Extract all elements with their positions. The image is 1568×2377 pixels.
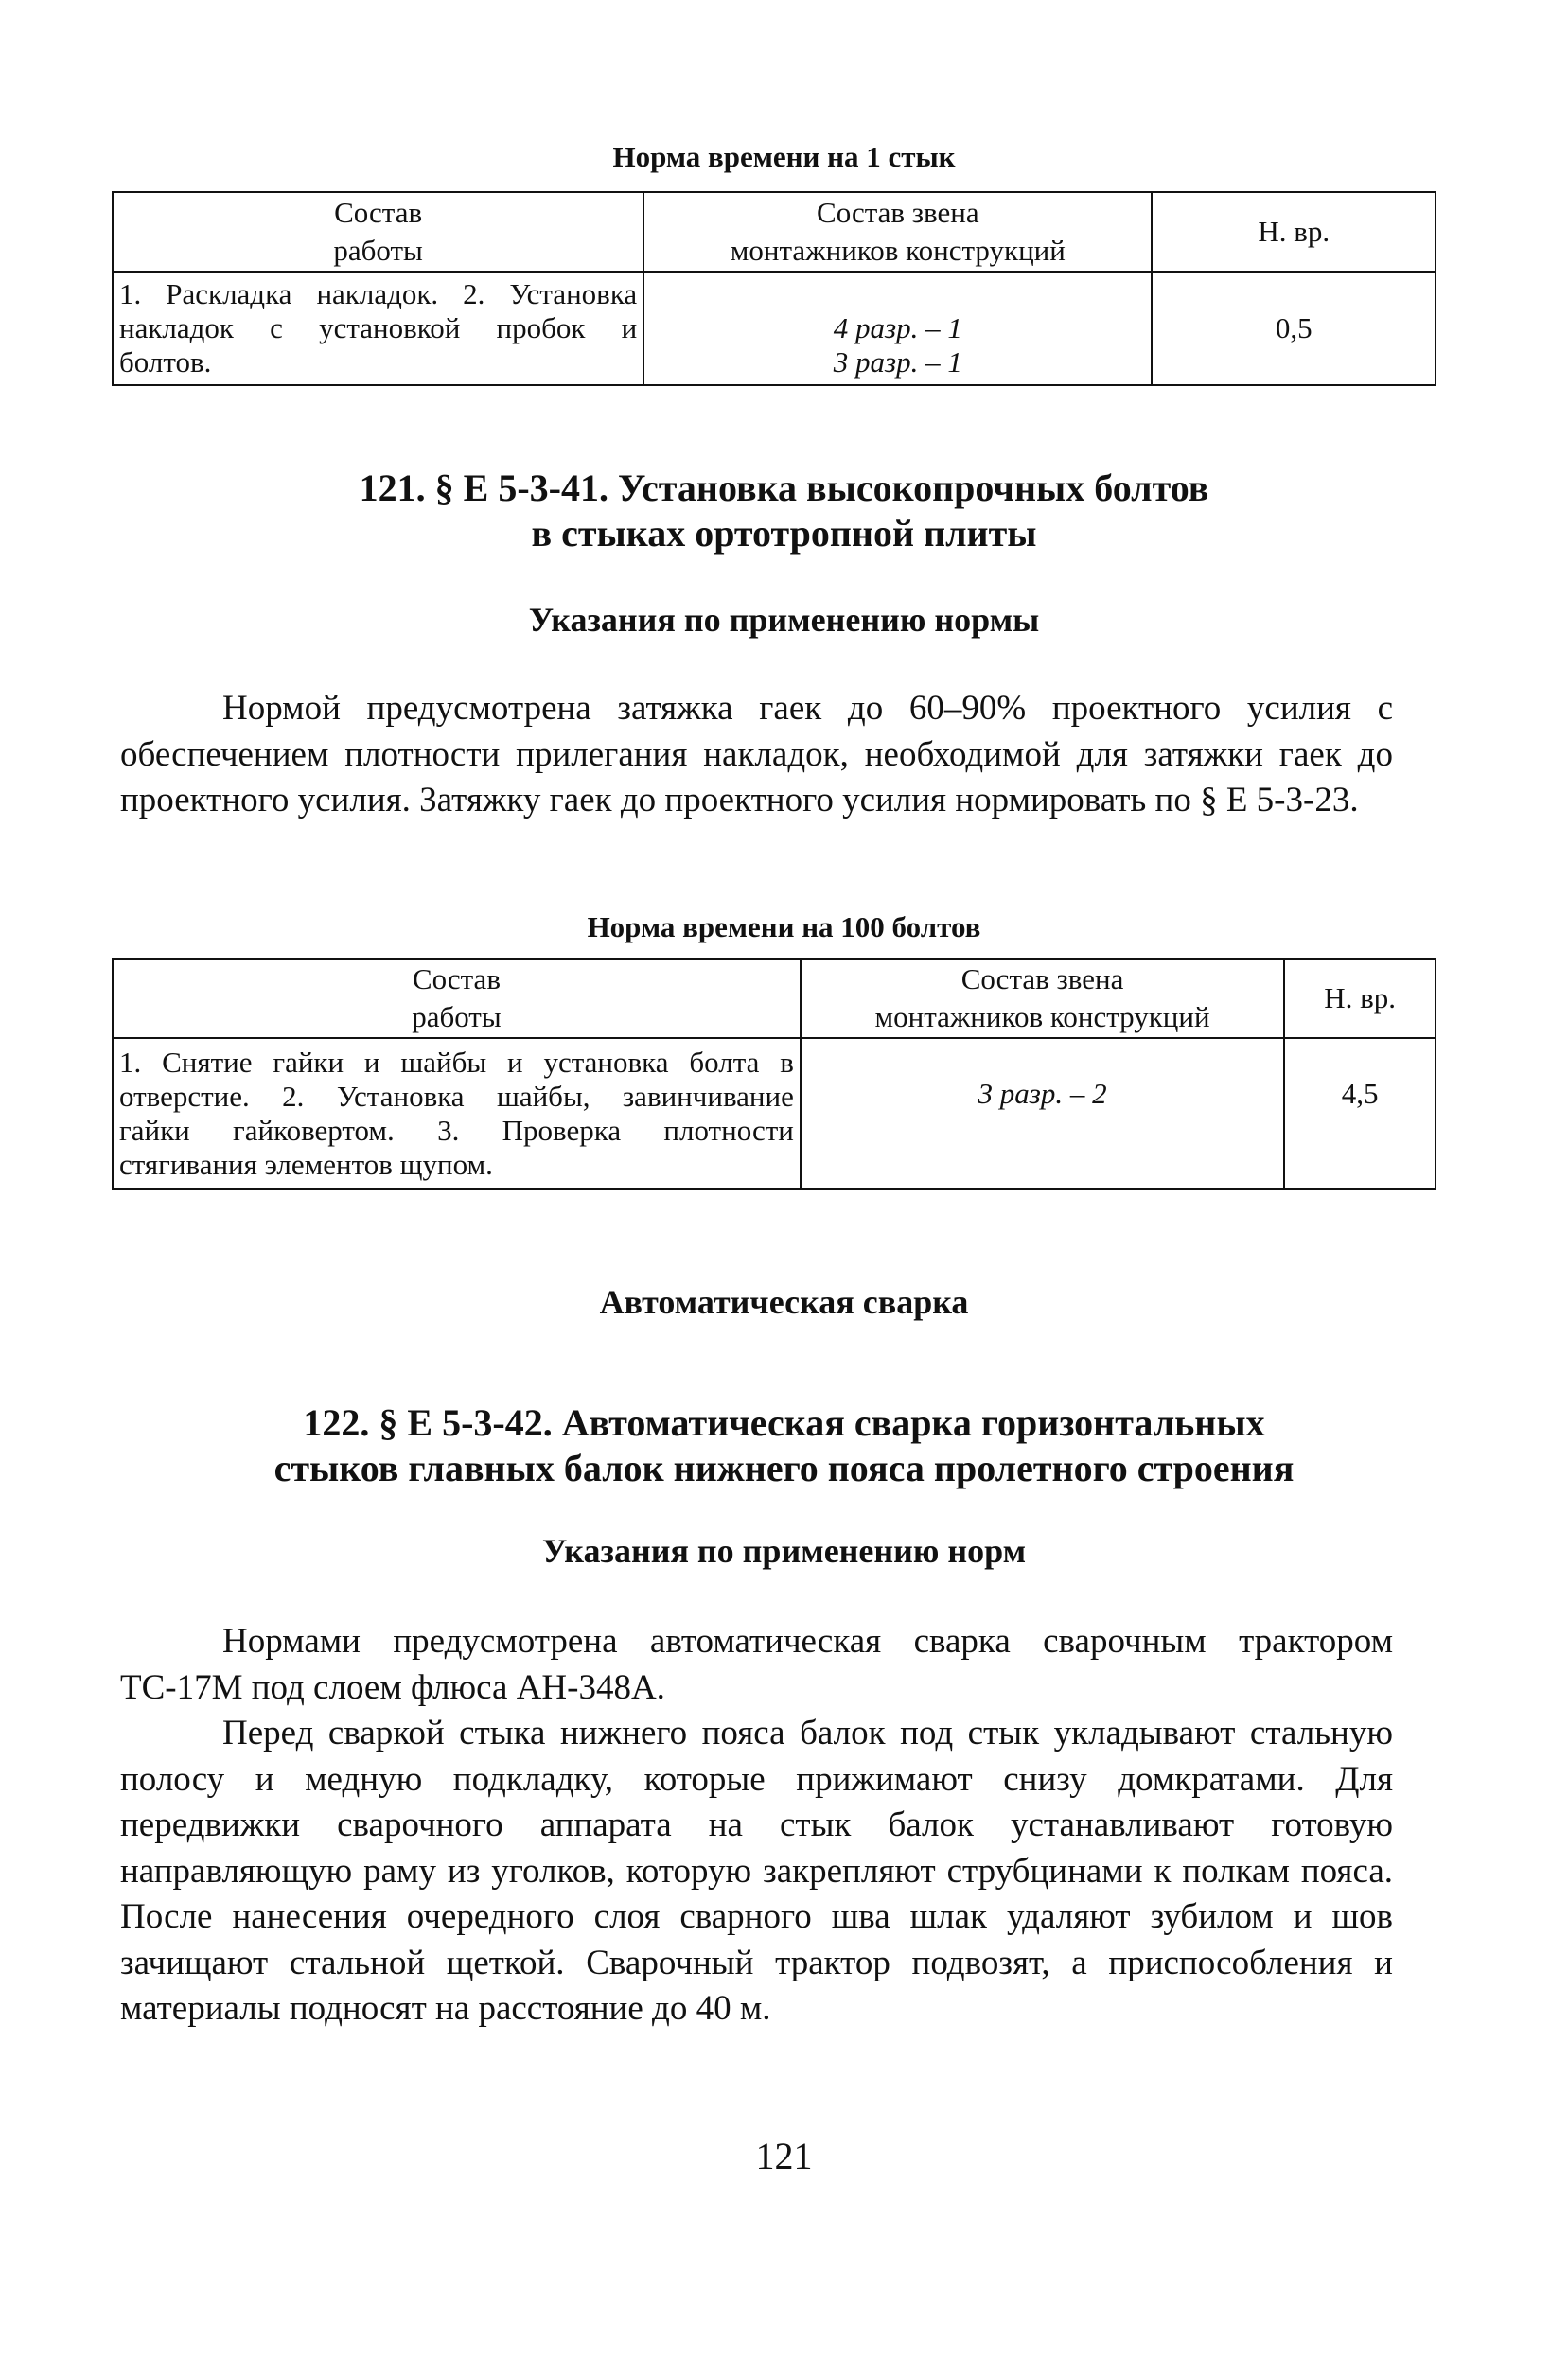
work-line: отверстие. 2. Установка шайбы, завинчивание <box>119 1080 794 1113</box>
table2-header-norm: Н. вр. <box>1284 959 1436 1038</box>
table2-norm-cell: 4,5 <box>1284 1038 1436 1189</box>
work-line: накладок с установкой пробок и <box>119 311 638 344</box>
header-text: монтажников конструкций <box>874 1000 1210 1033</box>
table1-header-work <box>113 192 643 272</box>
crew-line: 4 разр. – 1 <box>833 311 962 344</box>
work-line: 1. Раскладка накладок. 2. Установка <box>119 277 638 310</box>
section122-paragraph-2 <box>120 1711 1393 2033</box>
table2 <box>112 958 1436 1190</box>
section121-paragraph <box>120 686 1393 824</box>
work-line: гайки гайковертом. 3. Проверка плотности <box>119 1114 794 1147</box>
paragraph-text: Нормами предусмотрена автоматическая сварка сварочным трактором ТС-17М под слоем флюса АН-348А. <box>120 1622 1393 1707</box>
header-text: Состав звена <box>960 962 1124 995</box>
paragraph-text: Перед сваркой стыка нижнего пояса балок под стык укладывают стальную полосу и медную подкладку, которые прижимают снизу домкратами. Для передвижки сварочного аппарата на стык балок устанавливают готовую направляющую раму из уголков, которую закрепляют струбцинами к полкам пояса. После нанесения очередного слоя сварного шва шлак удаляют зубилом и шов зачищают стальной щеткой. Сварочный трактор подвозят, а приспособления и материалы подносят на расстояние до 40 м. <box>120 1714 1393 2028</box>
title-line: в стыках ортотропной плиты <box>531 512 1037 555</box>
work-line: стягивания элементов щупом. <box>119 1148 493 1181</box>
work-line: болтов. <box>119 345 212 379</box>
title-line: 122. § Е 5-3-42. Автоматическая сварка горизонтальных <box>303 1401 1265 1444</box>
table1-header-row <box>113 192 1436 272</box>
table2-header-work <box>113 959 801 1038</box>
table1-norm-cell: 0,5 <box>1152 272 1436 385</box>
header-text: Состав <box>334 196 423 229</box>
section122-subtitle: Указания по применению норм <box>541 1532 1027 1570</box>
table2-caption: Норма времени на 100 болтов <box>587 910 981 943</box>
section121-title <box>0 466 1568 556</box>
page-number: 121 <box>755 2135 813 2177</box>
table1 <box>112 191 1436 386</box>
table-row <box>113 1038 1436 1189</box>
work-line: 1. Снятие гайки и шайбы и установка болта в <box>119 1046 794 1079</box>
header-text: работы <box>412 1000 502 1033</box>
section122-paragraph-1 <box>120 1619 1393 1711</box>
table1-crew-cell <box>643 272 1152 385</box>
table1-caption: Норма времени на 1 стык <box>612 140 956 173</box>
crew-line: 3 разр. – 1 <box>833 345 962 379</box>
table2-header-crew <box>801 959 1284 1038</box>
heading-automatic-welding: Автоматическая сварка <box>599 1283 969 1321</box>
table2-header-row <box>113 959 1436 1038</box>
section121-subtitle: Указания по применению нормы <box>528 601 1040 639</box>
paragraph-text: Нормой предусмотрена затяжка гаек до 60–90% проектного усилия с обеспечением плотности прилегания накладок, необходимой для затяжки гаек до проектного усилия. Затяжку гаек до проектного усилия нормировать по § Е 5-3-23. <box>120 689 1393 819</box>
title-line: 121. § Е 5-3-41. Установка высокопрочных болтов <box>359 467 1209 509</box>
header-text: работы <box>333 234 423 267</box>
table2-crew-cell: 3 разр. – 2 <box>801 1038 1284 1189</box>
section122-title <box>0 1400 1568 1491</box>
table2-work-cell <box>113 1038 801 1189</box>
table1-header-crew <box>643 192 1152 272</box>
header-text: Состав <box>412 962 501 995</box>
title-line: стыков главных балок нижнего пояса пролетного строения <box>273 1447 1295 1489</box>
header-text: монтажников конструкций <box>730 234 1066 267</box>
header-text: Состав звена <box>817 196 979 229</box>
table1-header-norm: Н. вр. <box>1152 192 1436 272</box>
table-row <box>113 272 1436 385</box>
table1-work-cell <box>113 272 643 385</box>
